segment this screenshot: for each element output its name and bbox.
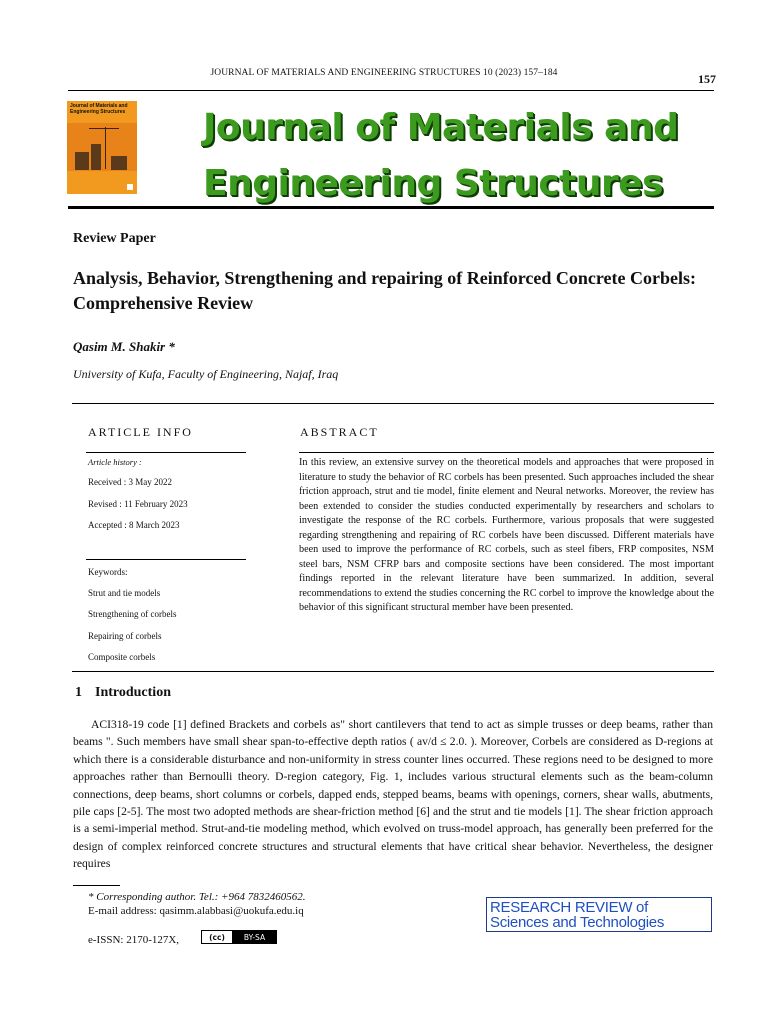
footnote-rule	[73, 885, 120, 886]
keywords-rule	[86, 559, 246, 560]
paper-title: Analysis, Behavior, Strengthening and repairing of Reinforced Concrete Corbels: Comprehensive Review	[73, 268, 697, 313]
publisher-logo	[486, 897, 712, 932]
history-label: Article history :	[88, 457, 142, 467]
journal-cover-thumbnail	[67, 101, 137, 194]
cc-by-sa-label: BY-SA	[232, 931, 277, 943]
accepted-date: Accepted : 8 March 2023	[88, 520, 180, 530]
journal-title-line1: Journal of Materials and	[203, 107, 679, 148]
cover-crane-arm	[89, 128, 119, 129]
keywords-label: Keywords:	[88, 567, 128, 577]
affiliation: University of Kufa, Faculty of Engineering, Najaf, Iraq	[73, 367, 339, 381]
revised-date: Revised : 11 February 2023	[88, 499, 188, 509]
abstract-heading: ABSTRACT	[300, 425, 379, 439]
cover-crane	[105, 127, 106, 169]
received-date: Received : 3 May 2022	[88, 477, 172, 487]
info-top-rule	[72, 403, 714, 404]
cover-building	[111, 156, 127, 170]
top-rule	[68, 90, 714, 91]
cover-building	[75, 152, 89, 170]
page-number: 157	[698, 72, 716, 86]
journal-title-line2: Engineering Structures	[203, 163, 664, 204]
abstract-rule	[299, 452, 714, 453]
journal-title	[203, 100, 713, 212]
keyword: Repairing of corbels	[88, 631, 162, 641]
abstract-text: In this review, an extensive survey on the theoretical models and approaches that were proposed in literature to study the behavior of RC corbels has been presented. Such approaches included the shear friction approach, strut and tie model, finite element and Neural networks. Moreover, the review has been extended to consider the studies conducted experimentally by researchers and scholars to investigate the response of the RC corbels. Furthermore, various proposals that were suggested regarding strengthening and repairing of RC corbels have been discussed. Different materials have been used to improve the performance of RC corbels, such as steel fibers, FRP composites, NSM steel bars, NSM CFRP bars and composite sections have been considered. The most important findings reported in the relevant literature have been summarized. In addition, several recommendations to extend the studies concerning the RC corbel to improve the knowledge about the behavior of this significant structural member have been presented.	[299, 457, 714, 613]
issn: e-ISSN: 2170-127X,	[88, 934, 180, 946]
introduction-text: ACI318-19 code [1] defined Brackets and corbels as" short cantilevers that tend to act as simple trusses or deep beams, rather than beams ". Such members have small shear span-to-effective depth ratios ( av/d ≤ 2.0. ). Moreover, Corbels are considered as D-regions at which there is a considerable disturbance and non-uniformity in stress counter lines occurred. These regions need to be designed to more approaches rather than Bernoulli theory. D-region category, Fig. 1, includes various structural elements such as the beam-column connections, deep beams, short columns or corbels, dapped ends, stepped beams, beams with openings, corners, shear walls, abutments, pile caps [2-5]. The most two adopted methods are shear-friction method [6] and the strut and tie models [1]. The shear friction approach is a semi-imperial method. Strut-and-tie modeling method, which evolved on truss-model approach, has generally been preferred for the design of complex reinforced concrete structures and structural elements that have critical shear behavior. Nevertheless, the designer requires	[73, 718, 713, 871]
cc-license-badge[interactable]	[201, 930, 277, 944]
section-number: 1	[75, 685, 82, 700]
publisher-line2: Sciences and Technologies	[490, 914, 665, 931]
cover-title: Journal of Materials and Engineering Structures	[70, 103, 128, 115]
email-address[interactable]: E-mail address: qasimm.alabbasi@uokufa.edu.iq	[88, 905, 304, 917]
cc-icon: (cc)	[209, 933, 225, 942]
keyword: Composite corbels	[88, 652, 156, 662]
cover-logo	[127, 184, 133, 190]
section-title: Introduction	[95, 685, 171, 700]
info-rule	[86, 452, 246, 453]
info-bottom-rule	[72, 671, 714, 672]
article-info-heading: ARTICLE INFO	[88, 425, 193, 439]
article-type: Review Paper	[73, 231, 156, 246]
publisher-line1: RESEARCH REVIEW of	[490, 899, 648, 916]
header-rule	[68, 206, 714, 209]
corresponding-author-note: * Corresponding author. Tel.: +964 7832460562.	[88, 891, 306, 903]
cover-building	[91, 144, 101, 170]
running-head: JOURNAL OF MATERIALS AND ENGINEERING STRUCTURES 10 (2023) 157–184	[210, 68, 558, 78]
keyword: Strengthening of corbels	[88, 609, 177, 619]
keyword: Strut and tie models	[88, 588, 161, 598]
author: Qasim M. Shakir *	[73, 339, 175, 354]
